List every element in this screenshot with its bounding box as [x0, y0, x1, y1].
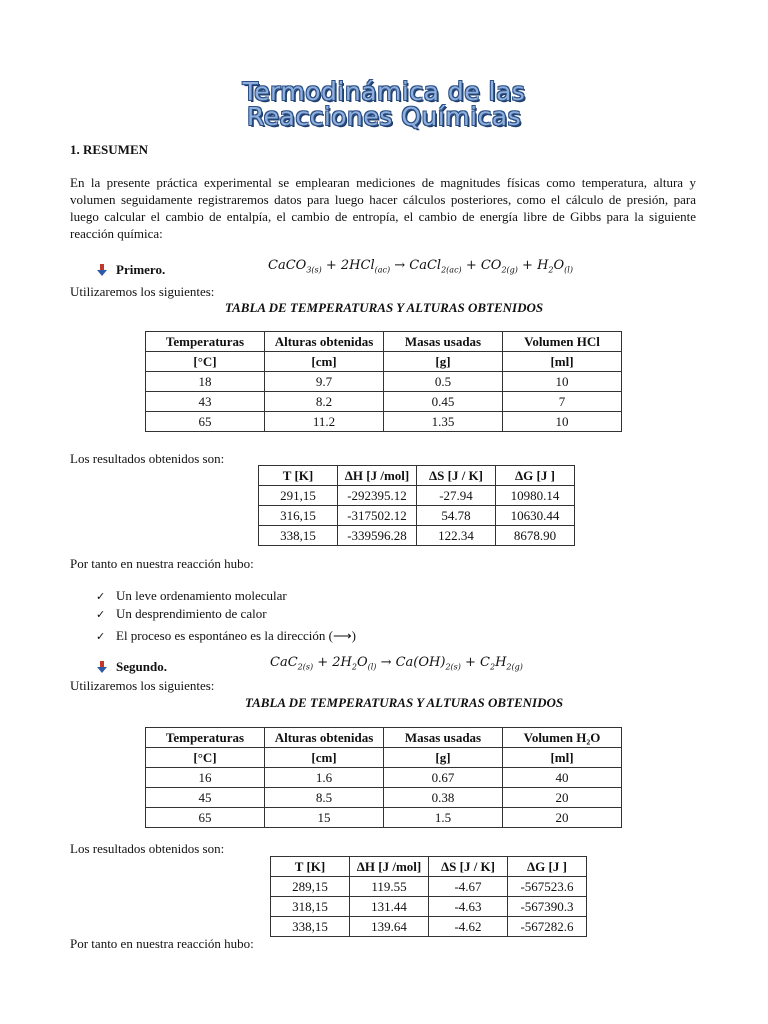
table-unit: [ml] — [503, 748, 622, 768]
table-header: Temperaturas — [146, 332, 265, 352]
check-icon: ✓ — [96, 590, 106, 603]
table-cell: 0.38 — [384, 788, 503, 808]
part2-bullet — [96, 659, 167, 675]
table-cell: 54.78 — [417, 506, 496, 526]
table-cell: 11.2 — [265, 412, 384, 432]
table-cell: 1.6 — [265, 768, 384, 788]
table-header: T [K] — [259, 466, 338, 486]
table-cell: 43 — [146, 392, 265, 412]
reaction-equation-1: CaCO$_{3(s)}$ + 2HCl$_{(ac)}$ → CaCl$_{2(ac)}$ + $CO_{2(g)} + H_2O_{(l)}$ — [268, 258, 573, 275]
table-cell: 139.64 — [350, 917, 429, 937]
table-row — [259, 486, 575, 506]
table-unit: [cm] — [265, 748, 384, 768]
table-cell: -4.62 — [429, 917, 508, 937]
part2-table-caption: TABLA DE TEMPERATURAS Y ALTURAS OBTENIDOS — [244, 695, 564, 710]
document-title-line2: Reacciones Químicas — [246, 102, 522, 131]
table-cell: 1.5 — [384, 808, 503, 828]
table-cell: 338,15 — [271, 917, 350, 937]
table-cell: 65 — [146, 412, 265, 432]
table-cell: 1.35 — [384, 412, 503, 432]
table-cell: 119.55 — [350, 877, 429, 897]
table-unit-row — [146, 352, 622, 372]
table-row — [146, 788, 622, 808]
table-header: T [K] — [271, 857, 350, 877]
table-unit: [g] — [384, 352, 503, 372]
table-header: ΔS [J / K] — [429, 857, 508, 877]
table-cell: 338,15 — [259, 526, 338, 546]
table-row — [146, 372, 622, 392]
part2-results-label: Los resultados obtenidos son: — [70, 841, 225, 856]
table-cell: 316,15 — [259, 506, 338, 526]
table-cell: -4.67 — [429, 877, 508, 897]
table-header: Masas usadas — [384, 332, 503, 352]
table-cell: -317502.12 — [338, 506, 417, 526]
document-title-line1: Termodinámica de las — [242, 77, 526, 106]
part2-conclusion-label: Por tanto en nuestra reacción hubo: — [70, 936, 254, 951]
part2-results-table — [270, 856, 587, 937]
table-row — [259, 526, 575, 546]
list-item — [96, 587, 356, 605]
part1-table-caption: TABLA DE TEMPERATURAS Y ALTURAS OBTENIDOS — [224, 300, 544, 315]
part1-bullet — [96, 262, 165, 278]
table-cell: 291,15 — [259, 486, 338, 506]
table-cell: 131.44 — [350, 897, 429, 917]
table-row — [146, 768, 622, 788]
part2-label: Segundo. — [116, 659, 167, 674]
table-cell: 10 — [503, 412, 622, 432]
conclusion-text: Un desprendimiento de calor — [116, 606, 267, 621]
table-cell: 9.7 — [265, 372, 384, 392]
table-header: ΔG [J ] — [496, 466, 575, 486]
table-cell: 0.45 — [384, 392, 503, 412]
table-cell: -567390.3 — [508, 897, 587, 917]
table-cell: 8678.90 — [496, 526, 575, 546]
table-cell: -567523.6 — [508, 877, 587, 897]
table-unit: [cm] — [265, 352, 384, 372]
table-row — [271, 917, 587, 937]
conclusion-text: El proceso es espontáneo es la dirección (⟶) — [116, 628, 356, 643]
table-header: ΔH [J /mol] — [350, 857, 429, 877]
table-cell: -4.63 — [429, 897, 508, 917]
part2-intro: Utilizaremos los siguientes: — [70, 678, 215, 693]
table-header: ΔH [J /mol] — [338, 466, 417, 486]
table-row — [146, 412, 622, 432]
table-cell: -339596.28 — [338, 526, 417, 546]
summary-paragraph: En la presente práctica experimental se emplearan mediciones de magnitudes físicas como temperatura, altura y volumen seguidamente registraremos datos para luego hacer cálculos posteriores, como el cálculo de presión, para luego calcular el cambio de entalpía, el cambio de entropía, el cambio de energía libre de Gibbs para la siguiente reacción química: — [70, 175, 696, 241]
table-unit-row — [146, 748, 622, 768]
check-icon: ✓ — [96, 630, 106, 643]
table-cell: 318,15 — [271, 897, 350, 917]
conclusion-text: Un leve ordenamiento molecular — [116, 588, 287, 603]
part1-conclusion-label: Por tanto en nuestra reacción hubo: — [70, 556, 254, 571]
table-cell: 40 — [503, 768, 622, 788]
table-cell: -292395.12 — [338, 486, 417, 506]
table-cell: 10980.14 — [496, 486, 575, 506]
conclusion-list — [96, 587, 356, 645]
section-heading: 1. RESUMEN — [70, 142, 149, 157]
table-cell: 20 — [503, 808, 622, 828]
table-cell: 7 — [503, 392, 622, 412]
table-header-row — [146, 332, 622, 352]
table-cell: 20 — [503, 788, 622, 808]
table-header: Masas usadas — [384, 728, 503, 748]
part2-data-table — [145, 727, 622, 828]
table-header: Alturas obtenidas — [265, 332, 384, 352]
table-cell: 16 — [146, 768, 265, 788]
table-cell: 18 — [146, 372, 265, 392]
table-cell: -567282.6 — [508, 917, 587, 937]
table-cell: 8.2 — [265, 392, 384, 412]
table-unit: [°C] — [146, 352, 265, 372]
table-row — [271, 877, 587, 897]
table-header-row — [271, 857, 587, 877]
table-cell: 10630.44 — [496, 506, 575, 526]
table-row — [146, 392, 622, 412]
arrow-down-icon — [96, 264, 108, 276]
table-row — [271, 897, 587, 917]
table-unit: [g] — [384, 748, 503, 768]
table-row — [259, 506, 575, 526]
check-icon: ✓ — [96, 608, 106, 621]
part1-data-table — [145, 331, 622, 432]
table-row — [146, 808, 622, 828]
table-cell: 15 — [265, 808, 384, 828]
table-header: Volumen H₂O — [503, 728, 622, 748]
arrow-down-icon — [96, 661, 108, 673]
table-header: ΔG [J ] — [508, 857, 587, 877]
reaction-equation-2: $CaC_{2(s)} + 2H_2O_{(l)} \to Ca(OH)_{2(s)} + C_2H_{2(g)}$ — [270, 655, 523, 672]
table-header: Alturas obtenidas — [265, 728, 384, 748]
part1-results-label: Los resultados obtenidos son: — [70, 451, 225, 466]
table-cell: 65 — [146, 808, 265, 828]
table-header: Volumen HCl — [503, 332, 622, 352]
part1-results-table — [258, 465, 575, 546]
table-unit: [ml] — [503, 352, 622, 372]
table-cell: 0.67 — [384, 768, 503, 788]
table-cell: -27.94 — [417, 486, 496, 506]
list-item — [96, 627, 356, 645]
table-unit: [°C] — [146, 748, 265, 768]
table-cell: 45 — [146, 788, 265, 808]
table-cell: 8.5 — [265, 788, 384, 808]
table-cell: 122.34 — [417, 526, 496, 546]
part1-intro: Utilizaremos los siguientes: — [70, 284, 215, 299]
table-header: ΔS [J / K] — [417, 466, 496, 486]
table-header: Temperaturas — [146, 728, 265, 748]
table-cell: 289,15 — [271, 877, 350, 897]
table-cell: 0.5 — [384, 372, 503, 392]
table-header-row — [146, 728, 622, 748]
table-cell: 10 — [503, 372, 622, 392]
table-header-row — [259, 466, 575, 486]
part1-label: Primero. — [116, 262, 166, 277]
list-item — [96, 605, 356, 623]
